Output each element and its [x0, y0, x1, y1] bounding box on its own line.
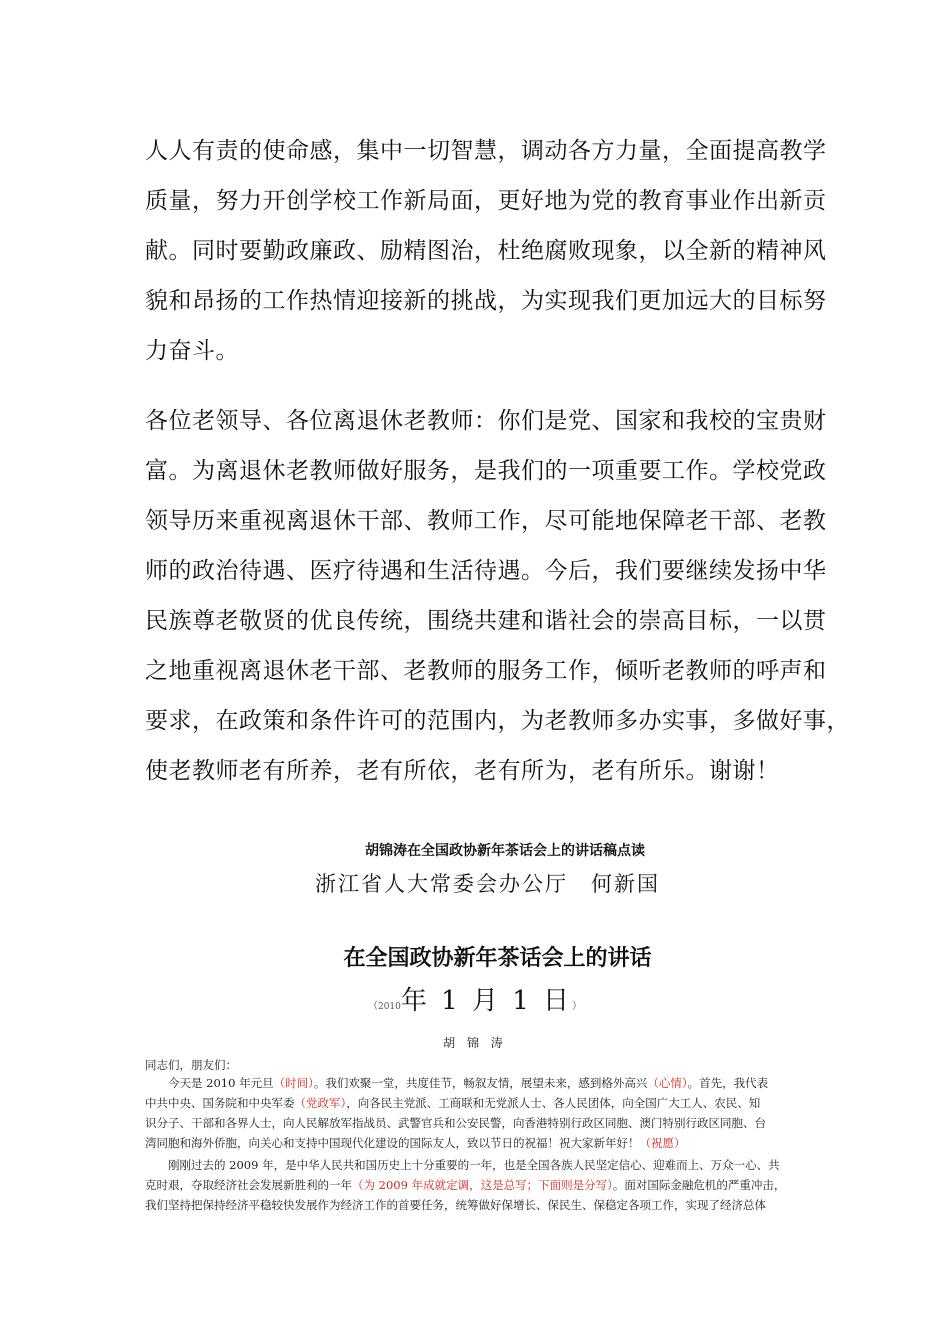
speech-text: 中共中央、国务院和中央军委: [145, 1096, 295, 1110]
speech-text: ，向各民主党派、工商联和无党派人士、各人民团体，向全国广大工人、农民、知: [346, 1096, 761, 1110]
speech-line: [145, 1155, 810, 1175]
speech-line: [145, 1093, 810, 1113]
annotation-note: （心情）: [647, 1076, 688, 1090]
speech-text: 湾同胞和海外侨胞，向关心和支持中国现代化建设的国际友人，致以节日的祝福！祝大家新年好！: [145, 1136, 640, 1150]
section-subtitle: 胡锦涛在全国政协新年茶话会上的讲话稿点读: [365, 843, 645, 859]
annotation-note: （祝愿）: [639, 1136, 686, 1150]
speech-text: 。我们欢聚一堂，共度佳节，畅叙友情，展望未来，感到格外高兴: [313, 1076, 648, 1090]
speech-paragraph-2: [145, 1155, 810, 1215]
closing-paragraph-2: [145, 396, 850, 796]
text-line: 各位老领导、各位离退休老教师：你们是党、国家和我校的宝贵财: [145, 408, 827, 434]
date-main: 年 1 月 1 日: [400, 986, 573, 1016]
speech-date: [0, 980, 950, 1017]
text-line: 领导历来重视离退休干部、教师工作，尽可能地保障老干部、老教: [145, 508, 827, 534]
speech-text: 刚刚过去的 2009 年，是中华人民共和国历史上十分重要的一年，也是全国各族人民坚定信心、迎难而上、万众一心、共: [168, 1158, 780, 1172]
speech-line: [145, 1195, 810, 1215]
speech-paragraph-1: [145, 1073, 810, 1153]
text-line: 质量，努力开创学校工作新局面，更好地为党的教育事业作出新贡: [145, 188, 827, 214]
speech-text: 克时艰，夺取经济社会发展新胜利的一年: [145, 1178, 352, 1192]
speech-text: 今天是 2010 年元旦: [168, 1076, 274, 1090]
speech-greeting: [145, 1055, 810, 1075]
text-line: 师的政治待遇、医疗待遇和生活待遇。今后，我们要继续发扬中华: [145, 558, 827, 584]
annotator-line: 浙江省人大常委会办公厅 何新国: [315, 872, 660, 896]
speech-text: 我们坚持把保持经济平稳较快发展作为经济工作的首要任务，统筹做好保增长、保民生、保稳定各项工作，实现了经济总体: [145, 1198, 766, 1212]
speech-text: 。首先，我代表: [687, 1076, 769, 1090]
text-line: 使老教师老有所养，老有所依，老有所为，老有所乐。谢谢！: [145, 758, 780, 784]
text-line: 貌和昂扬的工作热情迎接新的挑战，为实现我们更加远大的目标努: [145, 288, 827, 314]
date-year: 2010: [377, 1002, 401, 1012]
speech-line: [145, 1073, 810, 1093]
annotation-note: （党政军）: [294, 1096, 347, 1110]
text-line: 献。同时要勤政廉政、励精图治，杜绝腐败现象，以全新的精神风: [145, 238, 827, 264]
speech-line: [145, 1113, 810, 1133]
speech-line: [145, 1133, 810, 1153]
text-line: 民族尊老敬贤的优良传统，围绕共建和谐社会的崇高目标，一以贯: [145, 608, 827, 634]
speech-title: 在全国政协新年茶话会上的讲话: [343, 946, 652, 971]
speech-text: 。面对国际金融危机的严重冲击，: [612, 1178, 786, 1192]
speaker-name: 胡 锦 涛: [443, 1036, 507, 1050]
date-close-paren: ）: [572, 1001, 583, 1012]
greeting-text: 同志们，朋友们：: [145, 1058, 237, 1072]
closing-paragraph-1: [145, 126, 827, 376]
speech-text: 识分子、干部和各界人士，向人民解放军指战员、武警官兵和公安民警，向香港特别行政区同胞、澳门特别行政区同胞、台: [145, 1116, 766, 1130]
text-line: 富。为离退休老教师做好服务，是我们的一项重要工作。学校党政: [145, 458, 827, 484]
date-open-paren: （: [367, 1001, 378, 1012]
annotation-note: （为 2009 年成就定调，这是总写；下面则是分写）: [352, 1178, 613, 1192]
annotation-note: （时间）: [273, 1076, 314, 1090]
text-line: 力奋斗。: [145, 338, 239, 364]
text-line: 要求，在政策和条件许可的范围内，为老教师多办实事，多做好事，: [145, 708, 850, 734]
text-line: 人人有责的使命感，集中一切智慧，调动各方力量，全面提高教学: [145, 138, 827, 164]
text-line: 之地重视离退休老干部、老教师的服务工作，倾听老教师的呼声和: [145, 658, 827, 684]
speech-line: [145, 1175, 810, 1195]
